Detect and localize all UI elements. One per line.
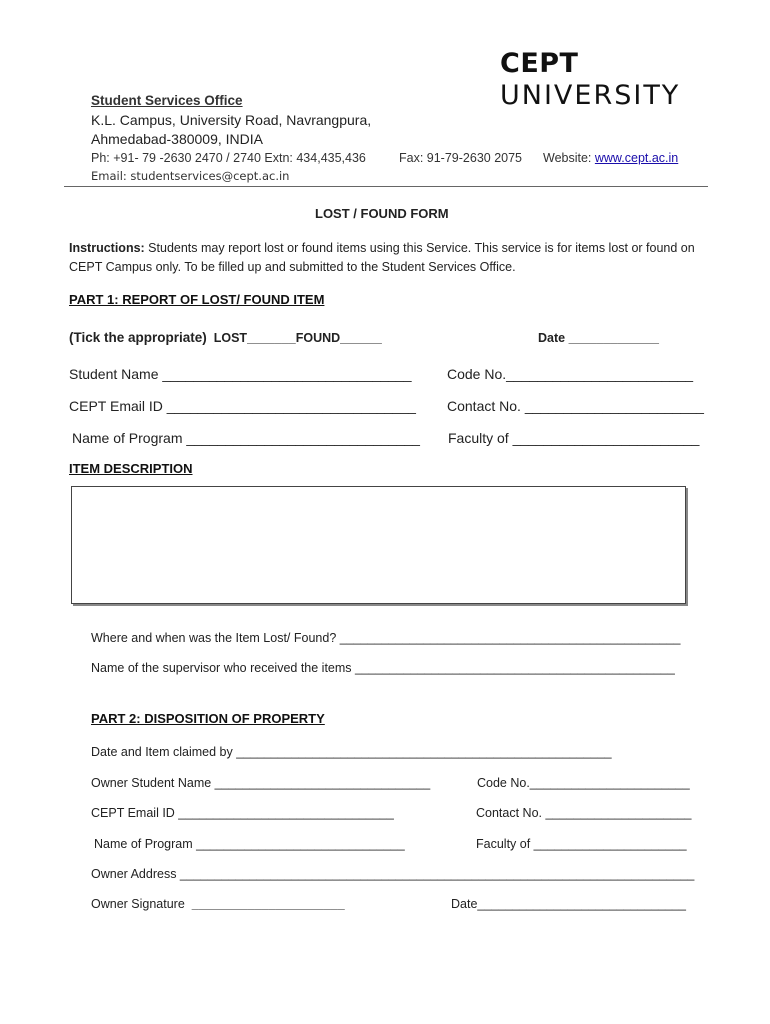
- cept-email-field[interactable]: CEPT Email ID ________________________________: [69, 398, 416, 414]
- instructions: [69, 239, 709, 277]
- date-field[interactable]: Date _____________: [538, 331, 659, 345]
- phone-text: Ph: +91- 79 -2630 2470 / 2740 Extn: 434,435,436: [91, 151, 366, 165]
- code-no-field[interactable]: Code No.________________________: [447, 366, 694, 382]
- owner-cept-email-field[interactable]: CEPT Email ID _______________________________: [91, 806, 394, 820]
- owner-address-field[interactable]: Owner Address __________________________________________________________________________: [91, 867, 695, 881]
- website-label: Website:: [543, 151, 595, 165]
- logo-cept-text: CEPT: [500, 48, 579, 79]
- item-description-heading: ITEM DESCRIPTION: [69, 461, 193, 476]
- where-when-field[interactable]: Where and when was the Item Lost/ Found? _________________________________________________: [91, 631, 681, 645]
- website-text: [543, 151, 678, 165]
- owner-signature-label: Owner Signature: [91, 897, 185, 911]
- office-title: Student Services Office: [91, 93, 243, 108]
- student-name-field[interactable]: Student Name ________________________________: [69, 366, 412, 382]
- tick-row: [69, 330, 382, 345]
- contact-no-field[interactable]: Contact No. _______________________: [447, 398, 704, 414]
- owner-program-field[interactable]: Name of Program ______________________________: [94, 837, 405, 851]
- address-line-2: Ahmedabad-380009, INDIA: [91, 131, 263, 147]
- tick-label: (Tick the appropriate): [69, 330, 207, 345]
- program-field[interactable]: Name of Program ______________________________: [72, 430, 420, 446]
- item-description-box[interactable]: [71, 486, 686, 604]
- part2-heading: PART 2: DISPOSITION OF PROPERTY: [91, 711, 325, 726]
- part1-heading: PART 1: REPORT OF LOST/ FOUND ITEM: [69, 292, 325, 307]
- owner-date-field[interactable]: Date______________________________: [451, 897, 686, 911]
- owner-signature-row: [91, 897, 345, 911]
- instructions-text: Students may report lost or found items using this Service. This service is for items lost or found on CEPT Campus only. To be filled up and submitted to the Student Services Office.: [69, 241, 695, 274]
- instructions-label: Instructions:: [69, 241, 145, 255]
- supervisor-field[interactable]: Name of the supervisor who received the items ______________________________________________: [91, 661, 675, 675]
- lost-found-field[interactable]: LOST_______FOUND______: [213, 331, 382, 345]
- website-link[interactable]: www.cept.ac.in: [594, 151, 679, 165]
- email-text: Email: studentservices@cept.ac.in: [91, 169, 290, 183]
- faculty-field[interactable]: Faculty of ________________________: [448, 430, 700, 446]
- header-divider: [64, 186, 708, 187]
- logo-university-text: UNIVERSITY: [500, 80, 681, 111]
- date-item-claimed-field[interactable]: Date and Item claimed by ______________________________________________________: [91, 745, 612, 759]
- form-title: LOST / FOUND FORM: [315, 206, 449, 221]
- owner-contact-no-field[interactable]: Contact No. _____________________: [476, 806, 692, 820]
- owner-faculty-field[interactable]: Faculty of ______________________: [476, 837, 687, 851]
- owner-signature-line[interactable]: ______________________: [191, 897, 345, 911]
- fax-text: Fax: 91-79-2630 2075: [399, 151, 523, 165]
- address-line-1: K.L. Campus, University Road, Navrangpura,: [91, 112, 372, 128]
- owner-code-no-field[interactable]: Code No._______________________: [477, 776, 690, 790]
- owner-name-field[interactable]: Owner Student Name _______________________________: [91, 776, 431, 790]
